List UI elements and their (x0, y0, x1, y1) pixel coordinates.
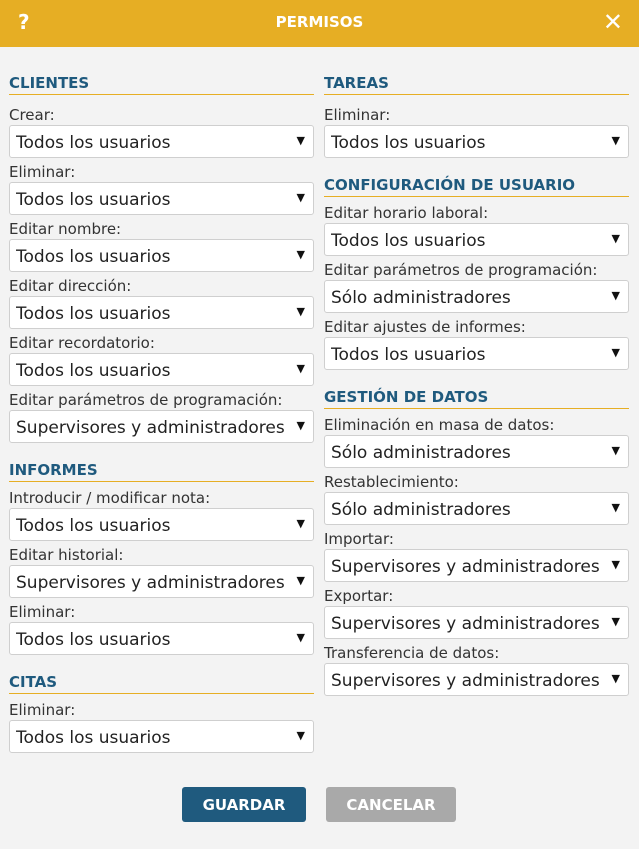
field-label: Crear: (9, 106, 55, 124)
field-label: Editar horario laboral: (324, 204, 489, 222)
field-label: Editar dirección: (9, 277, 132, 295)
field-label: Editar nombre: (9, 220, 122, 238)
select-value: Todos los usuarios (16, 361, 171, 381)
clientes-eliminar-select[interactable] (9, 182, 314, 215)
field-label: Eliminación en masa de datos: (324, 416, 555, 434)
gestion-transferencia-select[interactable] (324, 663, 629, 696)
field-label: Editar parámetros de programación: (324, 261, 598, 279)
dropdown-arrow-icon: ▼ (611, 444, 620, 457)
gestion-importar-select[interactable] (324, 549, 629, 582)
dialog-header (0, 0, 639, 47)
field-label: Eliminar: (9, 701, 76, 719)
select-value: Todos los usuarios (16, 516, 171, 536)
section-title-gestion: GESTIÓN DE DATOS (324, 387, 629, 409)
config-horario-select[interactable] (324, 223, 629, 256)
config-informes-select[interactable] (324, 337, 629, 370)
dropdown-arrow-icon: ▼ (296, 248, 305, 261)
dropdown-arrow-icon: ▼ (611, 346, 620, 359)
citas-eliminar-select[interactable] (9, 720, 314, 753)
gestion-eliminacion-select[interactable] (324, 435, 629, 468)
dropdown-arrow-icon: ▼ (296, 134, 305, 147)
dropdown-arrow-icon: ▼ (611, 501, 620, 514)
informes-historial-select[interactable] (9, 565, 314, 598)
dropdown-arrow-icon: ▼ (611, 134, 620, 147)
dropdown-arrow-icon: ▼ (611, 558, 620, 571)
tareas-eliminar-select[interactable] (324, 125, 629, 158)
select-value: Supervisores y administradores (331, 557, 600, 577)
clientes-editar-direccion-select[interactable] (9, 296, 314, 329)
field-label: Editar parámetros de programación: (9, 391, 283, 409)
clientes-editar-nombre-select[interactable] (9, 239, 314, 272)
dropdown-arrow-icon: ▼ (611, 289, 620, 302)
dropdown-arrow-icon: ▼ (611, 232, 620, 245)
select-value: Sólo administradores (331, 443, 511, 463)
field-label: Transferencia de datos: (324, 644, 500, 662)
select-value: Todos los usuarios (16, 630, 171, 650)
field-label: Eliminar: (324, 106, 391, 124)
gestion-restablecimiento-select[interactable] (324, 492, 629, 525)
dropdown-arrow-icon: ▼ (611, 615, 620, 628)
dropdown-arrow-icon: ▼ (296, 517, 305, 530)
select-value: Todos los usuarios (16, 304, 171, 324)
cancel-button[interactable]: CANCELAR (326, 787, 456, 822)
select-value: Todos los usuarios (331, 133, 486, 153)
select-value: Todos los usuarios (16, 247, 171, 267)
help-icon[interactable]: ? (18, 10, 30, 34)
save-button[interactable]: GUARDAR (182, 787, 306, 822)
dropdown-arrow-icon: ▼ (296, 574, 305, 587)
select-value: Sólo administradores (331, 500, 511, 520)
clientes-editar-recordatorio-select[interactable] (9, 353, 314, 386)
dialog-title: PERMISOS (275, 13, 364, 31)
select-value: Todos los usuarios (331, 231, 486, 251)
clientes-crear-select[interactable] (9, 125, 314, 158)
clientes-editar-parametros-select[interactable] (9, 410, 314, 443)
close-icon[interactable]: ✕ (602, 8, 623, 36)
select-value: Supervisores y administradores (331, 671, 600, 691)
field-label: Eliminar: (9, 603, 76, 621)
section-title-informes: INFORMES (9, 460, 314, 482)
field-label: Eliminar: (9, 163, 76, 181)
config-parametros-select[interactable] (324, 280, 629, 313)
field-label: Importar: (324, 530, 394, 548)
field-label: Editar historial: (9, 546, 124, 564)
dropdown-arrow-icon: ▼ (296, 631, 305, 644)
section-title-configuracion: CONFIGURACIÓN DE USUARIO (324, 175, 629, 197)
dropdown-arrow-icon: ▼ (296, 729, 305, 742)
field-label: Editar ajustes de informes: (324, 318, 526, 336)
dropdown-arrow-icon: ▼ (296, 305, 305, 318)
select-value: Todos los usuarios (16, 190, 171, 210)
informes-nota-select[interactable] (9, 508, 314, 541)
gestion-exportar-select[interactable] (324, 606, 629, 639)
dropdown-arrow-icon: ▼ (611, 672, 620, 685)
field-label: Exportar: (324, 587, 394, 605)
right-column (324, 73, 629, 696)
field-label: Introducir / modificar nota: (9, 489, 211, 507)
section-title-tareas: TAREAS (324, 73, 629, 95)
select-value: Supervisores y administradores (16, 573, 285, 593)
informes-eliminar-select[interactable] (9, 622, 314, 655)
select-value: Sólo administradores (331, 288, 511, 308)
select-value: Todos los usuarios (331, 345, 486, 365)
select-value: Supervisores y administradores (16, 418, 285, 438)
select-value: Todos los usuarios (16, 133, 171, 153)
select-value: Todos los usuarios (16, 728, 171, 748)
left-column (9, 73, 314, 753)
field-label: Editar recordatorio: (9, 334, 155, 352)
dropdown-arrow-icon: ▼ (296, 362, 305, 375)
dropdown-arrow-icon: ▼ (296, 191, 305, 204)
field-label: Restablecimiento: (324, 473, 459, 491)
section-title-citas: CITAS (9, 672, 314, 694)
select-value: Supervisores y administradores (331, 614, 600, 634)
section-title-clientes: CLIENTES (9, 73, 314, 95)
dropdown-arrow-icon: ▼ (296, 419, 305, 432)
